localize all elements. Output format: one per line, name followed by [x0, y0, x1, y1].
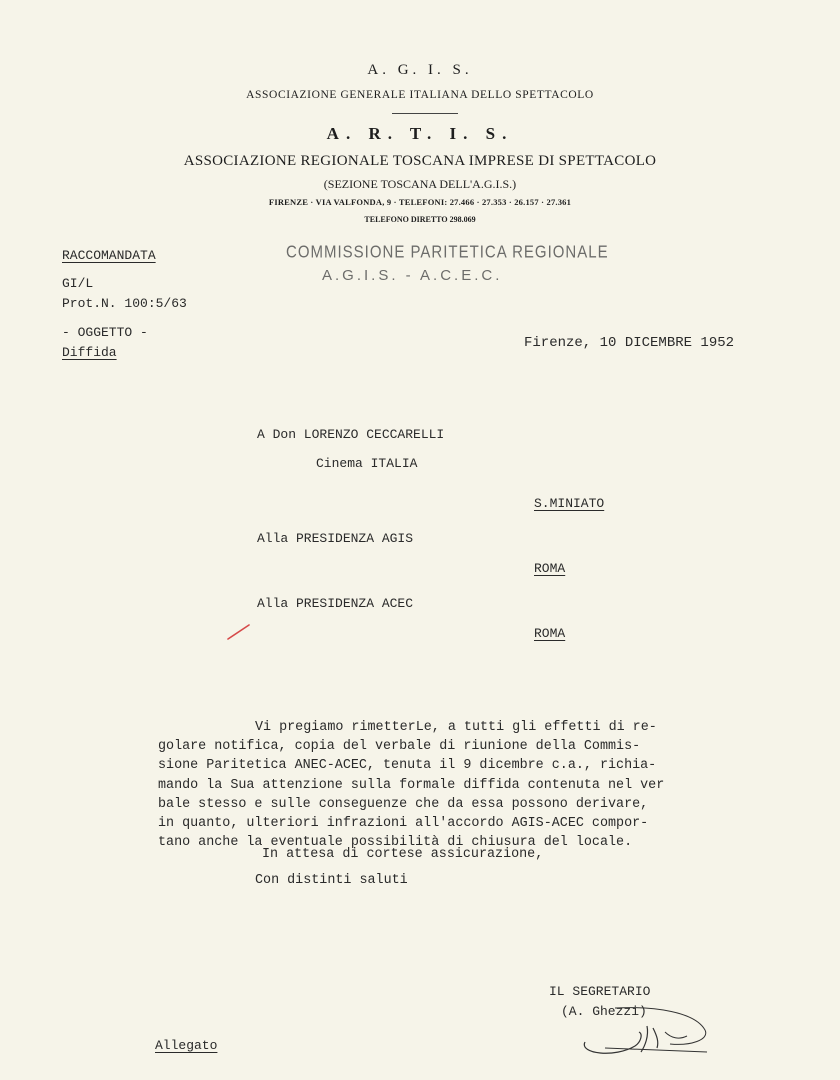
delivery-method: RACCOMANDATA	[62, 248, 156, 263]
agis-acronym: A. G. I. S.	[367, 62, 473, 78]
protocol-number: Prot.N. 100:5/63	[62, 296, 187, 311]
agis-full-name: ASSOCIAZIONE GENERALE ITALIANA DELLO SPETTACOLO	[246, 89, 594, 101]
address-line: FIRENZE · VIA VALFONDA, 9 · TELEFONI: 27.466 · 27.353 · 26.157 · 27.361	[268, 197, 572, 207]
stamp-line-2: A.G.I.S. - A.C.E.C.	[322, 267, 503, 284]
initials: GI/L	[62, 276, 94, 291]
stamp-line-1: COMMISSIONE PARITETICA REGIONALE	[286, 242, 609, 263]
subject: Diffida	[62, 345, 117, 360]
letterhead-divider	[392, 113, 458, 114]
body-line: bale stesso e sulle conseguenze che da essa possono derivare,	[158, 796, 649, 812]
recipient-1-venue: Cinema ITALIA	[316, 456, 418, 471]
red-pen-mark	[226, 622, 252, 642]
date-line: Firenze, 10 DICEMBRE 1952	[524, 335, 735, 351]
subject-label: - OGGETTO -	[62, 325, 148, 340]
signer-title: IL SEGRETARIO	[549, 984, 651, 999]
body-line: in quanto, ulteriori infrazioni all'accordo AGIS-ACEC compor-	[158, 816, 649, 832]
section-name: (SEZIONE TOSCANA DELL'A.G.I.S.)	[323, 177, 517, 191]
recipient-2-name: Alla PRESIDENZA AGIS	[257, 531, 414, 546]
commission-stamp	[286, 244, 609, 284]
artis-acronym: A. R. T. I. S.	[326, 124, 514, 143]
body-line: golare notifica, copia del verbale di riunione della Commis-	[158, 739, 641, 755]
body-line: In attesa di cortese assicurazione,	[262, 847, 544, 863]
recipient-3-city: ROMA	[534, 626, 566, 641]
body-line: tano anche la eventuale possibilità di chiusura del locale.	[158, 835, 633, 851]
recipient-3-name: Alla PRESIDENZA ACEC	[257, 596, 414, 611]
direct-phone: TELEFONO DIRETTO 298.069	[364, 215, 476, 224]
body-line: Vi pregiamo rimetterLe, a tutti gli effetti di re-	[255, 720, 657, 735]
signer-name: (A. Ghezzi)	[561, 1004, 647, 1019]
recipient-2-city: ROMA	[534, 561, 566, 576]
body-line: sione Paritetica ANEC-ACEC, tenuta il 9 dicembre c.a., richia-	[158, 758, 657, 774]
recipient-1-city: S.MINIATO	[534, 496, 605, 511]
letter-body	[158, 718, 798, 890]
handwritten-signature	[575, 1002, 725, 1064]
artis-full-name: ASSOCIAZIONE REGIONALE TOSCANA IMPRESE DI SPETTACOLO	[183, 153, 657, 169]
body-line: mando la Sua attenzione sulla formale diffida contenuta nel ver	[158, 777, 665, 793]
closing-line: Con distinti saluti	[255, 872, 408, 888]
recipient-1-name: A Don LORENZO CECCARELLI	[257, 427, 445, 442]
enclosure-note: Allegato	[155, 1038, 218, 1053]
